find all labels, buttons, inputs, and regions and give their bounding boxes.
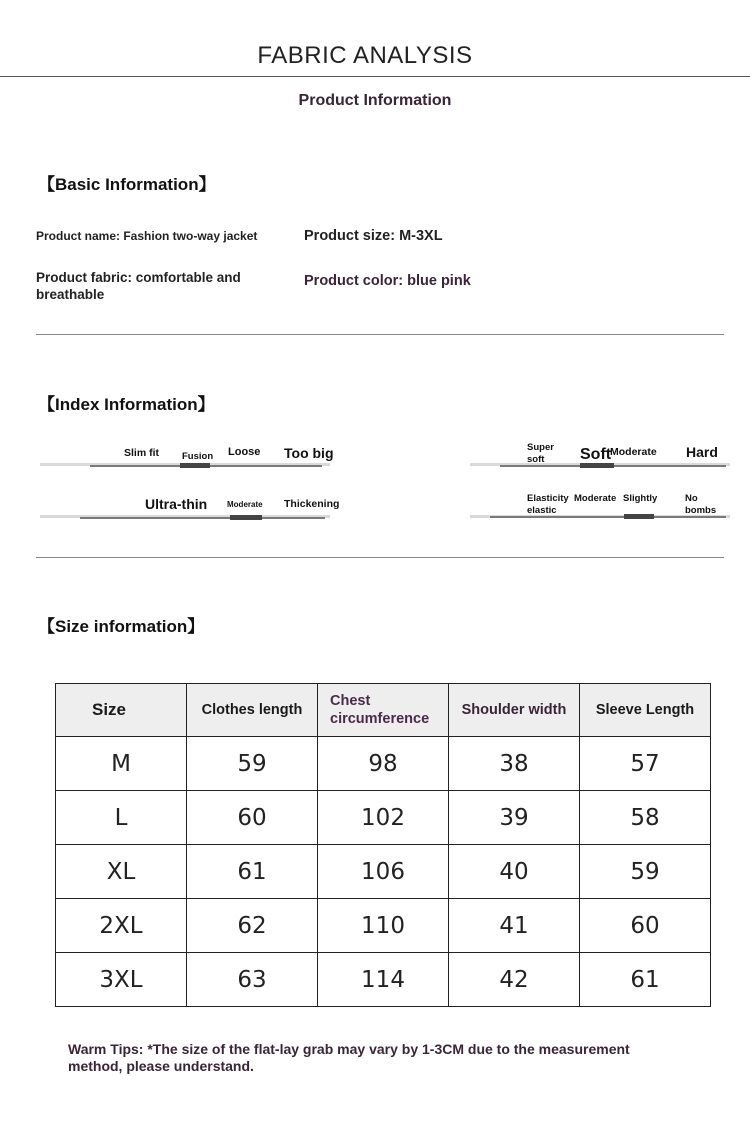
column-header-size: Size <box>56 684 187 737</box>
thickness-label-ultra-thin: Ultra-thin <box>145 496 208 512</box>
table-cell: 59 <box>187 737 318 791</box>
table-cell: 42 <box>449 953 580 1007</box>
table-cell: 59 <box>580 845 711 899</box>
basic-info-heading: 【Basic Information】 <box>38 175 216 194</box>
product-size: Product size: M-3XL <box>304 228 443 244</box>
table-cell: 60 <box>580 899 711 953</box>
page-title: FABRIC ANALYSIS <box>257 42 473 69</box>
column-header-shoulder: Shoulder width <box>449 684 580 737</box>
column-header-clothes-length: Clothes length <box>187 684 318 737</box>
elasticity-label-slightly-elastic: Slightly elastic <box>527 493 658 516</box>
column-header-sleeve-length: Sleeve Length <box>580 684 711 737</box>
table-cell: 38 <box>449 737 580 791</box>
table-row <box>56 737 711 791</box>
table-cell: 58 <box>580 791 711 845</box>
product-name: Product name: Fashion two-way jacket <box>36 229 258 243</box>
softness-label-super-soft: Super soft <box>527 442 554 465</box>
table-cell: XL <box>56 845 187 899</box>
table-cell: M <box>56 737 187 791</box>
table-cell: 39 <box>449 791 580 845</box>
section-divider <box>36 557 724 558</box>
table-cell: 61 <box>187 845 318 899</box>
table-row <box>56 899 711 953</box>
section-divider <box>36 334 724 335</box>
thickness-label-moderate: Moderate <box>227 500 263 509</box>
table-cell: 3XL <box>56 953 187 1007</box>
table-row <box>56 791 711 845</box>
table-cell: 102 <box>318 791 449 845</box>
size-table <box>55 683 711 1007</box>
fit-scale-marker <box>180 463 210 468</box>
table-cell: 61 <box>580 953 711 1007</box>
table-cell: 98 <box>318 737 449 791</box>
softness-label-hard: Hard <box>686 444 718 460</box>
elasticity-label-moderate: Moderate <box>574 493 617 504</box>
index-info-heading: 【Index Information】 <box>38 395 215 414</box>
column-header-chest: Chest circumference <box>318 684 449 737</box>
title-divider <box>0 76 750 77</box>
size-info-heading: 【Size information】 <box>38 617 205 636</box>
softness-label-moderate: Moderate <box>610 446 657 458</box>
thickness-scale-line <box>80 517 325 519</box>
fit-label-fusion: Fusion <box>182 451 214 462</box>
table-cell: 114 <box>318 953 449 1007</box>
table-cell: 63 <box>187 953 318 1007</box>
thickness-scale-marker <box>230 515 262 520</box>
table-cell: 40 <box>449 845 580 899</box>
table-cell: 106 <box>318 845 449 899</box>
fit-label-too-big: Too big <box>284 445 334 461</box>
table-cell: 41 <box>449 899 580 953</box>
product-color: Product color: blue pink <box>304 273 471 289</box>
elasticity-label-elasticity: Elasticity <box>527 493 569 504</box>
softness-label-soft: Soft <box>580 446 612 463</box>
table-row <box>56 953 711 1007</box>
table-row <box>56 845 711 899</box>
table-cell: 2XL <box>56 899 187 953</box>
elasticity-label-no-bombs: No bombs <box>685 493 717 516</box>
table-cell: 62 <box>187 899 318 953</box>
fit-label-slim: Slim fit <box>124 447 160 459</box>
product-fabric: Product fabric: comfortable and breathable <box>36 270 241 302</box>
table-cell: L <box>56 791 187 845</box>
warm-tips-note: Warm Tips: *The size of the flat-lay grab may vary by 1-3CM due to the measurement method, please understand. <box>68 1041 630 1074</box>
page-subtitle: Product Information <box>298 92 452 109</box>
table-cell: 60 <box>187 791 318 845</box>
thickness-label-thickening: Thickening <box>284 498 340 510</box>
table-cell: 57 <box>580 737 711 791</box>
table-cell: 110 <box>318 899 449 953</box>
fit-label-loose: Loose <box>228 446 261 458</box>
size-table-header-row <box>56 684 711 737</box>
